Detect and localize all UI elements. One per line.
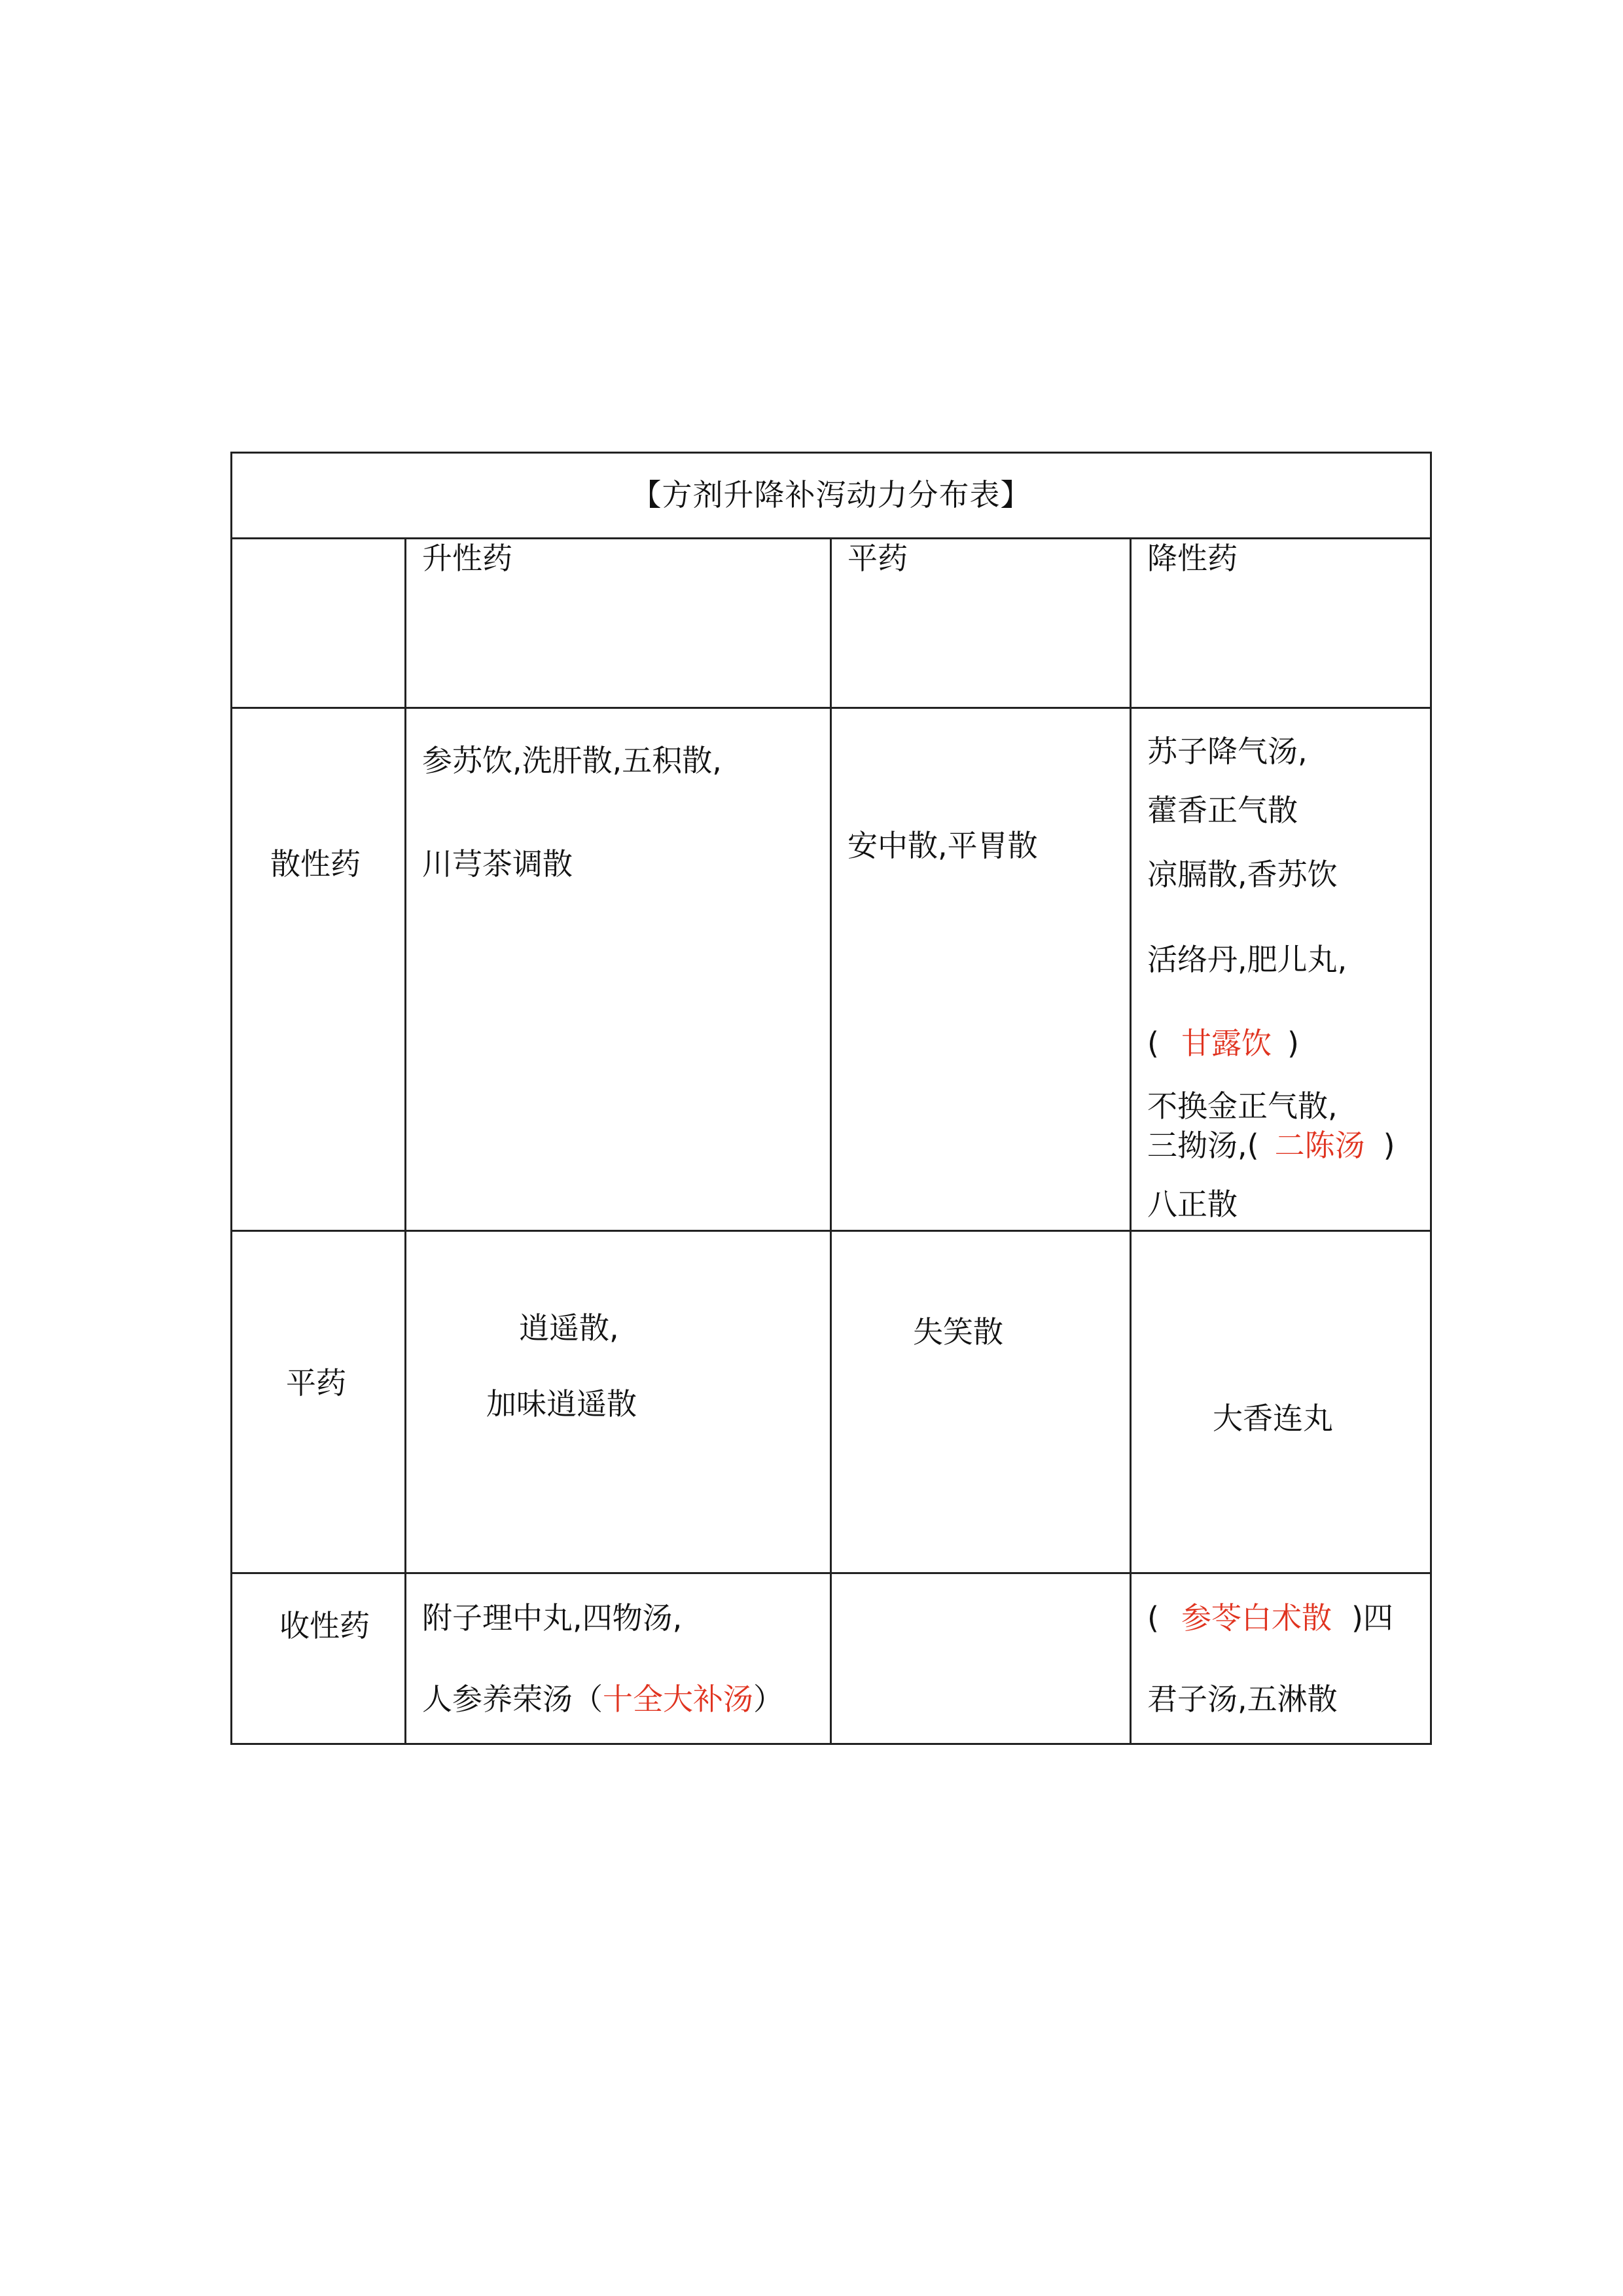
- row-label: 平药: [286, 1365, 346, 1401]
- formula-line: ( 参苓白术散 )四: [1147, 1600, 1393, 1636]
- table-title-cell: [232, 453, 1431, 539]
- row-label: 收性药: [279, 1608, 370, 1643]
- formula-line: 安中散,平胃散: [847, 828, 1038, 863]
- paren-close: ): [1383, 1128, 1395, 1163]
- paren-open: (: [1147, 1026, 1159, 1061]
- col-header-down: 降性药: [1147, 541, 1238, 576]
- col-header-flat: 平药: [847, 541, 908, 576]
- flat-cell: [831, 1231, 1131, 1573]
- formula-line: 不换金正气散,: [1147, 1088, 1338, 1124]
- formula-line: 加味逍遥散: [486, 1386, 637, 1422]
- formula-line: 凉膈散,香苏饮: [1147, 857, 1338, 892]
- paren-close: ): [1287, 1026, 1299, 1061]
- highlighted-formula: 参苓白术散: [1181, 1600, 1332, 1636]
- col-header-up: 升性药: [422, 541, 512, 576]
- row-label-cell: [232, 1573, 406, 1744]
- formula-line: 苏子降气汤,: [1147, 734, 1308, 769]
- formula-line: 君子汤,五淋散: [1147, 1681, 1338, 1717]
- corner-cell: [232, 539, 406, 708]
- table-title: 【方剂升降补泻动力分布表】: [631, 477, 1031, 513]
- table-row: [232, 1573, 1431, 1744]
- up-cell: [406, 1231, 831, 1573]
- paren-close: ）: [753, 1681, 783, 1717]
- formula-line: 三拗汤,( 二陈汤 ): [1147, 1128, 1395, 1163]
- flat-cell: [831, 1573, 1131, 1744]
- formula-line: 参苏饮,洗肝散,五积散,: [422, 743, 722, 778]
- col-header-down-cell: [1131, 539, 1431, 708]
- flat-cell: [831, 708, 1131, 1231]
- up-cell: [406, 708, 831, 1231]
- row-label-cell: [232, 708, 406, 1231]
- formula-line: 大香连丸: [1213, 1401, 1333, 1436]
- highlighted-formula: 十全大补汤: [603, 1681, 753, 1717]
- formula-line: 藿香正气散: [1147, 793, 1298, 828]
- formula-line: 附子理中丸,四物汤,: [422, 1600, 683, 1636]
- formula-line: 川芎茶调散: [422, 846, 573, 882]
- formula-line: 失笑散: [913, 1314, 1003, 1350]
- highlighted-formula: 二陈汤: [1274, 1128, 1365, 1163]
- col-header-flat-cell: [831, 539, 1131, 708]
- header-row: [232, 539, 1431, 708]
- down-cell: [1131, 1231, 1431, 1573]
- col-header-up-cell: [406, 539, 831, 708]
- table-row: [232, 1231, 1431, 1573]
- formula-line: [1147, 1026, 1299, 1062]
- formula-line: 逍遥散,: [519, 1310, 619, 1346]
- down-cell: [1131, 708, 1431, 1231]
- row-label-cell: [232, 1231, 406, 1573]
- formula-line: 人参养荣汤（十全大补汤）: [422, 1681, 783, 1717]
- highlighted-formula: 甘露饮: [1181, 1026, 1272, 1061]
- title-row: [232, 453, 1431, 539]
- table-row: [232, 708, 1431, 1231]
- row-label: 散性药: [270, 846, 361, 882]
- down-cell: [1131, 1573, 1431, 1744]
- up-cell: [406, 1573, 831, 1744]
- formula-line: 活络丹,肥儿丸,: [1147, 942, 1347, 977]
- formula-line: 八正散: [1147, 1187, 1238, 1222]
- distribution-table: [230, 452, 1432, 1745]
- paren-open: (: [1147, 1600, 1159, 1636]
